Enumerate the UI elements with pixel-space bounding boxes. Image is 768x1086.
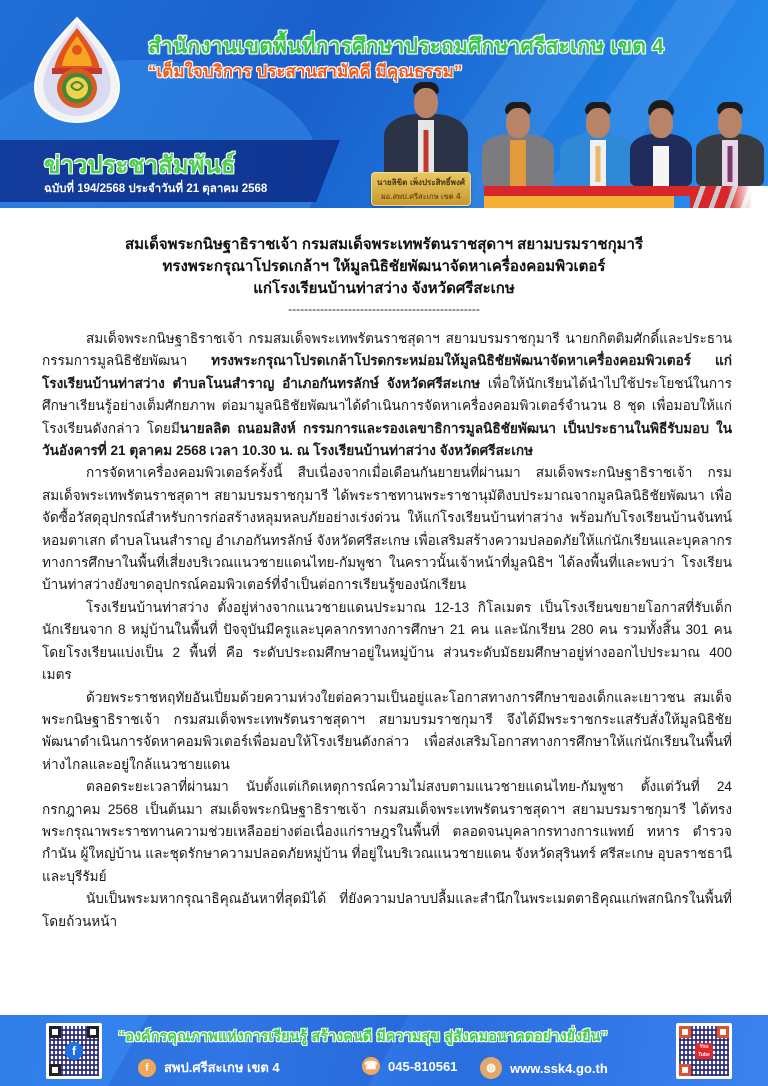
bold-text: นายลลิต ถนอมสิงห์ กรรมการและรองเลขาธิการมูลนิธิชัยพัฒนา เป็นประธานในพิธีรับมอบ ในวันอังคารที่ 21 ตุลาคม 2568 เวลา 10.30 น. ณ โรงเรียนบ้านท่าสว่าง จังหวัดศรีสะเกษ: [42, 420, 732, 459]
paragraph-1: สมเด็จพระกนิษฐาธิราชเจ้า กรมสมเด็จพระเทพรัตนราชสุดาฯ สยามบรมราชกุมารี นายกกิตติมศักดิ์และประธานกรรมการมูลนิธิชัยพัฒนา ทรงพระกรุณาโปรดเกล้าโปรดกระหม่อมให้มูลนิธิชัยพัฒนาจัดหาเครื่องคอมพิวเตอร์ แก่โรงเรียนบ้านท่าสว่าง ตำบลโนนสำราญ อำเภอกันทรลักษ์ จังหวัดศรีสะเกษ เพื่อให้นักเรียนได้นำไปใช้ประโยชน์ในการศึกษาเรียนรู้อย่างเต็มศักยภาพ ต่อมามูลนิธิชัยพัฒนาได้ดำเนินการจัดหาเครื่องคอมพิวเตอร์จำนวน 8 ชุด เพื่อมอบให้แก่โรงเรียนดังกล่าว โดยมีนายลลิต ถนอมสิงห์ กรรมการและรองเลขาธิการมูลนิธิชัยพัฒนา เป็นประธานในพิธีรับมอบ ในวันอังคารที่ 21 ตุลาคม 2568 เวลา 10.30 น. ณ โรงเรียนบ้านท่าสว่าง จังหวัดศรีสะเกษ: [42, 331, 732, 459]
headline-line: ทรงพระกรุณาโปรดเกล้าฯ ให้มูลนิธิชัยพัฒนาจัดหาเครื่องคอมพิวเตอร์: [162, 258, 606, 275]
phone-label: 045-810561: [388, 1058, 458, 1074]
facebook-contact[interactable]: [138, 1057, 280, 1078]
person-photo-2: [482, 134, 554, 186]
facebook-qr-code[interactable]: [46, 1023, 102, 1079]
decor-fade: [728, 186, 768, 208]
decor-stripe-red: [484, 186, 704, 196]
headline-divider: ------------------------------------------------: [288, 302, 480, 316]
decor-stripe-orange: [484, 196, 674, 208]
headline-line: สมเด็จพระกนิษฐาธิราชเจ้า กรมสมเด็จพระเทพรัตนราชสุดาฯ สยามบรมราชกุมารี: [124, 236, 644, 253]
globe-icon: ◍: [480, 1057, 502, 1079]
facebook-label: สพป.ศรีสะเกษ เขต 4: [164, 1060, 280, 1075]
org-motto: “เต็มใจบริการ ประสานสามัคคี มีคุณธรรม”: [148, 62, 463, 81]
footer-slogan: “องค์กรคุณภาพแห่งการเรียนรู้ สร้างคนดี มีความสุข สู่สังคมอนาคตอย่างยั่งยืน”: [118, 1029, 608, 1045]
obec-emblem-logo: [22, 14, 132, 126]
person-photo-3: [560, 134, 636, 186]
article-body: [42, 328, 732, 933]
person-photo-5: [696, 134, 764, 186]
director-name: นายลิขิต เพ็งประสิทธิ์พงศ์: [377, 178, 465, 187]
phone-icon: ☎: [362, 1057, 380, 1075]
person-photo-4: [630, 134, 692, 186]
news-issue-date: ฉบับที่ 194/2568 ประจำวันที่ 21 ตุลาคม 2568: [44, 183, 268, 195]
director-nameplate: [371, 172, 471, 206]
facebook-icon: f: [138, 1059, 156, 1077]
org-title: สำนักงานเขตพื้นที่การศึกษาประถมศึกษาศรีสะเกษ เขต 4: [148, 35, 665, 58]
paragraph-3: โรงเรียนบ้านท่าสว่าง ตั้งอยู่ห่างจากแนวชายแดนประมาณ 12-13 กิโลเมตร เป็นโรงเรียนขยายโอกาสที่รับเด็กนักเรียนจาก 8 หมู่บ้านในพื้นที่ ปัจจุบันมีครูและบุคลากรทางการศึกษา 21 คน และนักเรียน 280 คน รวมทั้งสิ้น 301 คน โดยโรงเรียนแบ่งเป็น 2 พื้นที่ คือ ระดับประถมศึกษาอยู่ในหมู่บ้าน ส่วนระดับมัธยมศึกษาอยู่ห่างออกไปประมาณ 400 เมตร: [42, 599, 732, 683]
website-label: www.ssk4.go.th: [510, 1060, 608, 1076]
paragraph-6: นับเป็นพระมหากรุณาธิคุณอันหาที่สุดมิได้ ที่ยังความปลาบปลื้มและสำนึกในพระเมตตาธิคุณแก่พสกนิกรในพื้นที่โดยถ้วนหน้า: [42, 891, 732, 929]
youtube-icon: You Tube: [695, 1043, 713, 1059]
youtube-qr-code[interactable]: [676, 1023, 732, 1079]
news-title: ข่าวประชาสัมพันธ์: [44, 152, 236, 179]
phone-contact[interactable]: [362, 1057, 457, 1075]
paragraph-4: ด้วยพระราชหฤทัยอันเปี่ยมด้วยความห่วงใยต่อความเป็นอยู่และโอกาสทางการศึกษาของเด็กและเยาวชน สมเด็จพระกนิษฐาธิราชเจ้า กรมสมเด็จพระเทพรัตนราชสุดาฯ สยามบรมราชกุมารี จึงได้มีพระราชกระแสรับสั่งให้มูลนิธิชัยพัฒนาดำเนินการจัดหาคอมพิวเตอร์เพื่อมอบให้โรงเรียนดังกล่าว เพื่อส่งเสริมโอกาสทางการศึกษาให้แก่นักเรียนในพื้นที่ห่างไกลและอยู่ใกล้แนวชายแดน: [42, 689, 732, 772]
director-position: ผอ.สพป.ศรีสะเกษ เขต 4: [381, 192, 461, 201]
paragraph-5: ตลอดระยะเวลาที่ผ่านมา นับตั้งแต่เกิดเหตุการณ์ความไม่สงบตามแนวชายแดนไทย-กัมพูชา ตั้งแต่วันที่ 24 กรกฎาคม 2568 เป็นต้นมา สมเด็จพระกนิษฐาธิราชเจ้า กรมสมเด็จพระเทพรัตนราชสุดาฯ สยามบรมราชกุมารี ได้ทรงพระกรุณาพระราชทานความช่วยเหลืออย่างต่อเนื่องแก่ราษฎรในพื้นที่ ตลอดจนบุคลากรทางการแพทย์ ทหาร ตำรวจ กำนัน ผู้ใหญ่บ้าน และชุดรักษาความปลอดภัยหมู่บ้าน ที่อยู่ในบริเวณแนวชายแดน จังหวัดสุรินทร์ ศรีสะเกษ อุบลราชธานี และบุรีรัมย์: [42, 779, 732, 884]
headline-line: แก่โรงเรียนบ้านท่าสว่าง จังหวัดศรีสะเกษ: [253, 280, 515, 297]
article-headline: [40, 234, 728, 300]
header-banner: [0, 0, 768, 208]
footer-banner: [0, 1015, 768, 1086]
paragraph-2: การจัดหาเครื่องคอมพิวเตอร์ครั้งนี้ สืบเนื่องจากเมื่อเดือนกันยายนที่ผ่านมา สมเด็จพระกนิษฐาธิราชเจ้า กรมสมเด็จพระเทพรัตนราชสุดาฯ สยามบรมราชกุมารี ได้พระราชทานพระราชานุมัติงบประมาณจากมูลนิลนิธิชัยพัฒนา เพื่อจัดซื้อวัสดุอุปกรณ์สำหรับการก่อสร้างหลุมหลบภัยอย่างเร่งด่วน ให้แก่โรงเรียนบ้านท่าสว่าง พร้อมกับโรงเรียนบ้านจันทน์หอมตาเสก ตำบลโนนสำราญ อำเภอกันทรลักษ์ จังหวัดศรีสะเกษ เพื่อเสริมสร้างความปลอดภัยให้แก่นักเรียนและบุคลากรทางการศึกษาในพื้นที่เสี่ยงบริเวณแนวชายแดนไทย-กัมพูชา ในคราวนั้นเจ้าหน้าที่มูลนิธิฯ ได้ลงพื้นที่และพบว่า โรงเรียนบ้านท่าสว่างยังขาดอุปกรณ์คอมพิวเตอร์ที่จำเป็นต่อการเรียนรู้ของนักเรียน: [42, 465, 732, 593]
website-contact[interactable]: [480, 1057, 608, 1079]
bold-text: ทรงพระกรุณาโปรดเกล้าโปรดกระหม่อมให้มูลนิธิชัยพัฒนาจัดหาเครื่องคอมพิวเตอร์ แก่โรงเรียนบ้านท่าสว่าง ตำบลโนนสำราญ อำเภอกันทรลักษ์ จังหวัดศรีสะเกษ: [42, 353, 732, 391]
facebook-icon: f: [65, 1042, 83, 1060]
